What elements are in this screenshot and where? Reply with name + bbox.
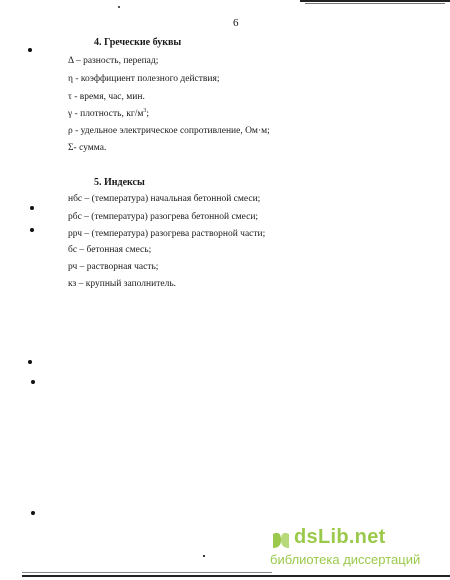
greek-line-sigma: Σ- сумма.	[68, 143, 107, 153]
watermark-subtitle: библиотека диссертаций	[270, 552, 421, 567]
book-leaf-icon	[270, 530, 292, 552]
section-heading-indices: 5. Индексы	[94, 177, 145, 188]
greek-line-rho: ρ - удельное электрическое сопротивление, Ом·м;	[68, 126, 270, 136]
greek-line-gamma	[68, 108, 149, 119]
greek-line-gamma-tail: ;	[146, 109, 150, 120]
scan-speck	[203, 555, 205, 557]
scan-edge-top	[300, 0, 450, 2]
binder-hole-mark	[31, 380, 35, 384]
binder-hole-mark	[30, 206, 34, 210]
scan-edge-bottom	[22, 575, 450, 577]
greek-line-tau: τ - время, час, мин.	[68, 92, 145, 102]
scan-edge-top-secondary	[305, 3, 445, 4]
greek-line-eta: η - коэффициент полезного действия;	[68, 74, 220, 84]
watermark-logo	[270, 526, 445, 570]
index-line-rrch: ррч – (температура) разогрева растворной части;	[68, 229, 266, 239]
binder-hole-mark	[28, 48, 32, 52]
index-line-rch: рч – растворная часть;	[68, 262, 159, 272]
watermark-brand: dsLib.net	[294, 526, 386, 548]
binder-hole-mark	[30, 228, 34, 232]
index-line-kz: кз – крупный заполнитель.	[68, 279, 177, 289]
binder-hole-mark	[28, 360, 32, 364]
greek-line-delta: Δ – разность, перепад;	[68, 56, 159, 66]
greek-line-gamma-text: γ - плотность, кг/м	[68, 109, 144, 120]
scan-speck	[118, 6, 120, 8]
index-line-nbs: нбс – (температура) начальная бетонной смеси;	[68, 194, 261, 204]
index-line-bs: бс – бетонная смесь;	[68, 245, 152, 255]
section-heading-greek-letters: 4. Греческие буквы	[94, 37, 182, 48]
page-number: 6	[233, 17, 239, 29]
superscript-3: 3	[143, 108, 147, 114]
index-line-rbs: рбс – (температура) разогрева бетонной смеси;	[68, 212, 259, 222]
binder-hole-mark	[31, 511, 35, 515]
scan-edge-bottom-secondary	[22, 572, 272, 573]
